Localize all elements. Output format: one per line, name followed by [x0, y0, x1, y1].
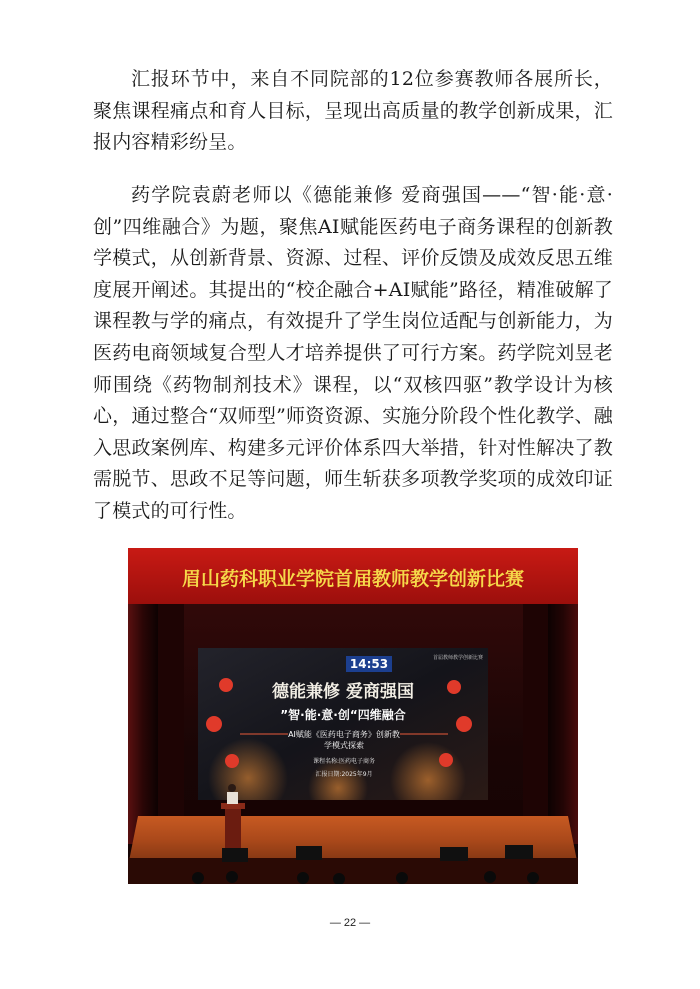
screen-subtitle-line2: 学模式探索 — [324, 741, 364, 750]
paragraph-teacher-presentations: 药学院袁蔚老师以《德能兼修 爱商强国——“智·能·意·创”四维融合》为题，聚焦AI赋能医药电子商务课程的创新教学模式，从创新背景、资源、过程、评价反馈及成效反思五维度展开阐述。其提出的“校企融合+AI赋能”路径，精准破解了课程教与学的痛点，有效提升了学生岗位适配与创新能力，为医药电商领域复合型人才培养提供了可行方案。药学院刘昱老师围绕《药物制剂技术》课程，以“双核四驱”教学设计为核心，通过整合“双师型”师资资源、实施分阶段个性化教学、融入思政案例库、构建多元评价体系四大举措，针对性解决了教需脱节、思政不足等问题，师生斩获多项教学奖项的成效印证了模式的可行性。 — [93, 184, 613, 522]
timer: 14:53 — [349, 657, 389, 671]
screen-report-date: 汇报日期:2025年9月 — [315, 771, 373, 778]
competition-photo — [128, 548, 578, 884]
screen-header: 首届教师教学创新比赛 — [432, 655, 484, 661]
screen-icon — [447, 680, 461, 694]
screen-icon — [439, 753, 453, 767]
page-number: — 22 — — [329, 917, 371, 929]
paragraph-report-intro: 汇报环节中，来自不同院部的12位参赛教师各展所长，聚焦课程痛点和育人目标，呈现出高质量的教学创新成果，汇报内容精彩纷呈。 — [93, 68, 613, 154]
screen-icon — [219, 678, 233, 692]
screen-icon — [225, 754, 239, 768]
screen-icon — [456, 716, 472, 732]
screen-title-line2: ”智·能·意·创“四维融合 — [280, 708, 406, 722]
screen-icon — [206, 716, 222, 732]
screen-course-name: 课程名称:医药电子商务 — [312, 758, 376, 765]
banner-text: 眉山药科职业学院首届教师教学创新比赛 — [181, 568, 525, 590]
podium — [225, 806, 241, 850]
speaker — [227, 792, 238, 804]
screen-subtitle-line1: AI赋能《医药电子商务》创新教 — [288, 730, 400, 739]
screen-title-line1: 德能兼修 爱商强国 — [272, 682, 414, 702]
